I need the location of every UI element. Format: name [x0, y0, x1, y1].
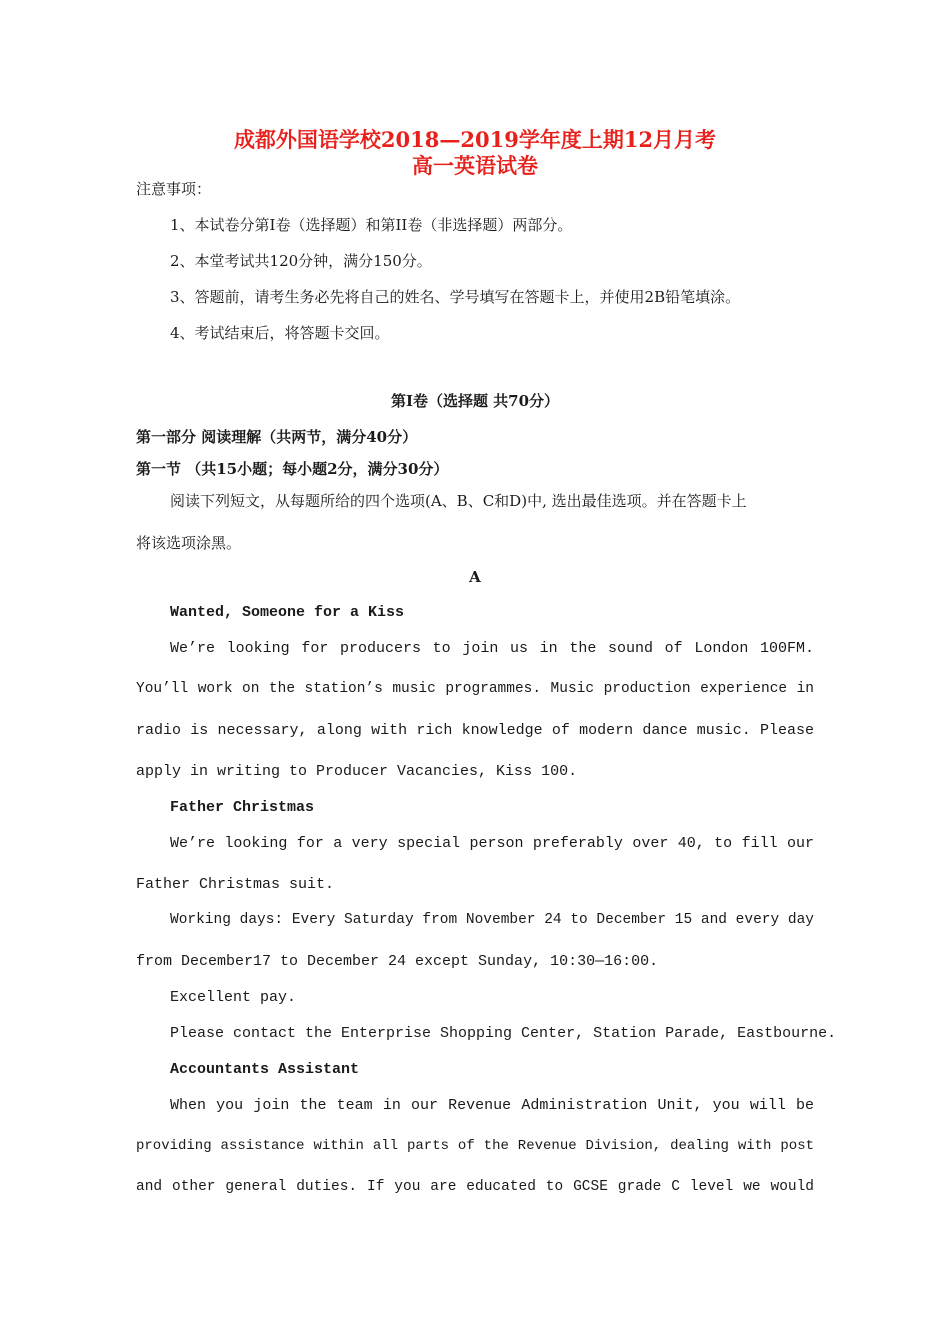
passage-line: Excellent pay.: [170, 989, 297, 1006]
passage-line: We’re looking for a very special person preferably over 40, to fill our: [170, 835, 814, 852]
passage-line: You’ll work on the station’s music programmes. Music production experience in: [136, 681, 814, 697]
passage-line: apply in writing to Producer Vacancies, Kiss 100.: [136, 763, 578, 780]
passage-line: When you join the team in our Revenue Administration Unit, you will be: [170, 1097, 814, 1114]
passage-line: and other general duties. If you are educated to GCSE grade C level we would: [136, 1179, 814, 1195]
instruction-line: 阅读下列短文，从每题所给的四个选项(A、B、C和D)中, 选出最佳选项。并在答题卡上: [170, 492, 747, 510]
instruction-line: 将该选项涂黑。: [136, 534, 242, 552]
passage-line: radio is necessary, along with rich knowledge of modern dance music. Please: [136, 722, 814, 739]
part-title: 第一部分 阅读理解（共两节，满分40分）: [136, 428, 418, 446]
passage-line: Please contact the Enterprise Shopping Center, Station Parade, Eastbourne.: [170, 1025, 837, 1042]
exam-subtitle: 高一英语试卷: [412, 153, 538, 178]
passage-line: providing assistance within all parts of the Revenue Division, dealing with post: [136, 1138, 814, 1154]
notice-item: 4、考试结束后，将答题卡交回。: [170, 324, 390, 342]
passage-line: Working days: Every Saturday from November 24 to December 15 and every day: [170, 912, 814, 928]
passage-line: from December17 to December 24 except Sunday, 10:30—16:00.: [136, 953, 659, 970]
notice-heading: 注意事项：: [136, 180, 212, 198]
notice-item: 2、本堂考试共120分钟，满分150分。: [170, 252, 432, 270]
ad-title: Accountants Assistant: [170, 1061, 360, 1078]
passage-line: We’re looking for producers to join us in the sound of London 100FM.: [170, 640, 814, 657]
subsection-title: 第一节 （共15小题；每小题2分，满分30分）: [136, 460, 449, 478]
volume-title: 第Ⅰ卷（选择题 共70分）: [390, 392, 560, 410]
exam-title: 成都外国语学校2018—2019学年度上期12月月考: [233, 127, 717, 152]
notice-item: 3、答题前，请考生务必先将自己的姓名、学号填写在答题卡上，并使用2B铅笔填涂。: [170, 288, 741, 306]
passage-label: A: [469, 568, 481, 586]
ad-title: Wanted, Someone for a Kiss: [170, 604, 405, 621]
ad-title: Father Christmas: [170, 799, 315, 816]
passage-line: Father Christmas suit.: [136, 876, 335, 893]
notice-item: 1、本试卷分第Ⅰ卷（选择题）和第II卷（非选择题）两部分。: [170, 216, 573, 234]
